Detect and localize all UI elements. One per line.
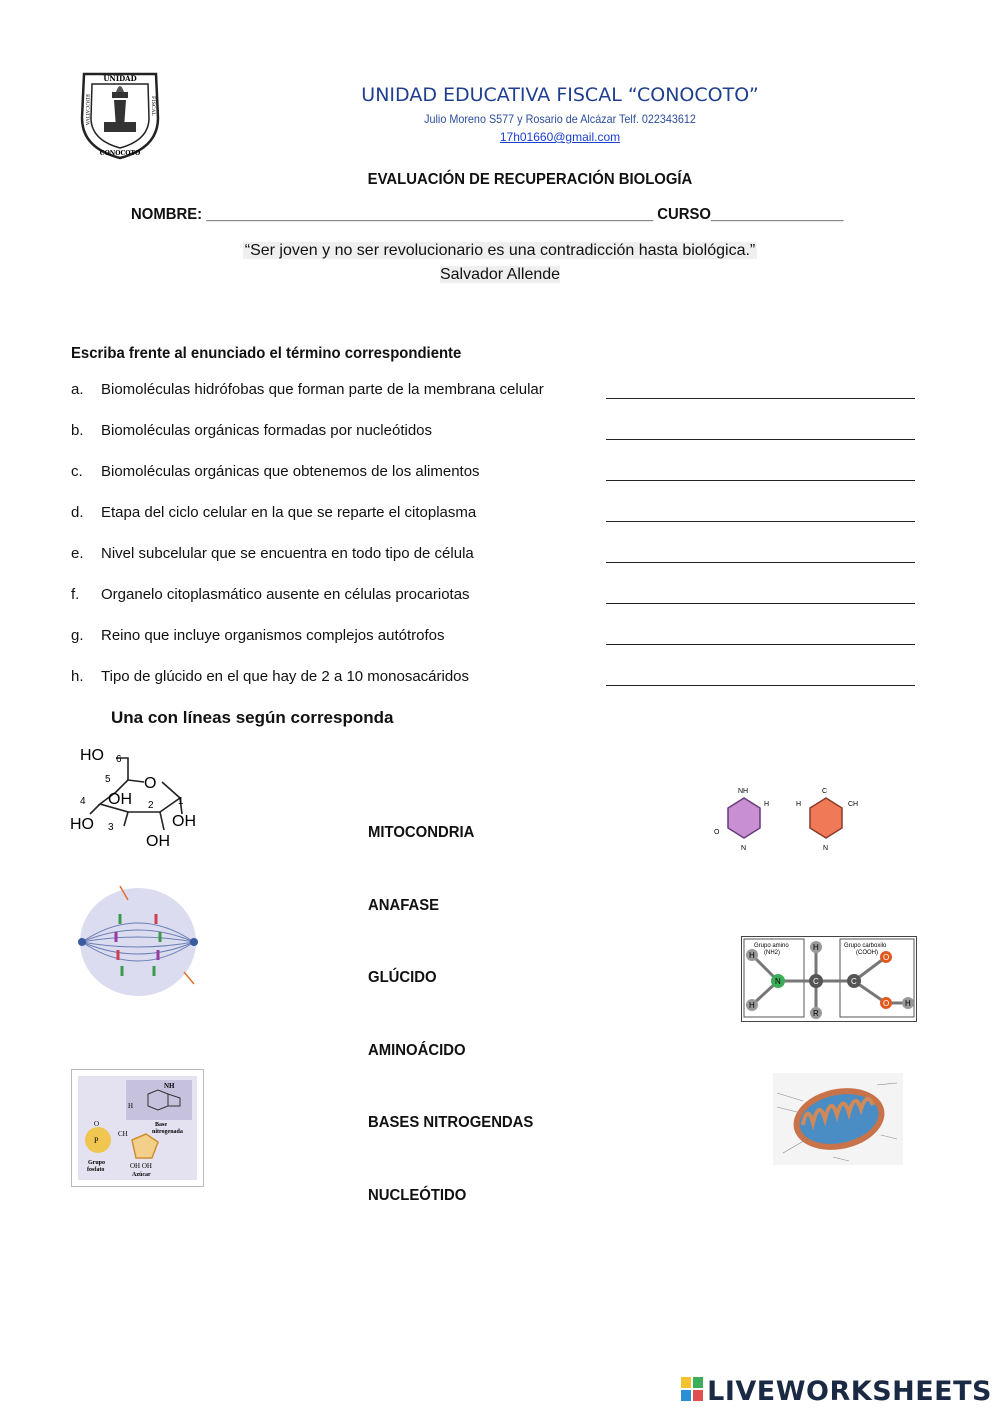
quote [200,242,800,260]
nuc-ohoh: OH OH [130,1162,152,1170]
glucose-o: O [144,775,157,792]
glucose-oh1: OH [172,813,196,830]
question-e [71,545,921,569]
glucose-ho3: HO [70,816,94,833]
term-glucido[interactable]: GLÚCIDO [368,969,437,986]
glucose-n3: 3 [108,822,114,833]
answer-blank[interactable] [606,603,915,604]
glucose-n1: 1 [178,796,184,807]
question-text: Reino que incluye organismos complejos autótrofos [101,627,445,644]
base-ch3: CH [848,801,859,808]
nuc-azucar: Azúcar [132,1172,151,1178]
email-line [260,130,860,144]
logo-bottom-text: CONOCOTO [99,150,141,157]
question-letter: c. [71,463,83,480]
answer-blank[interactable] [606,521,915,522]
amino-h2: H [749,1001,755,1010]
quote-text: “Ser joven y no ser revolucionario es una contradicción hasta biológica.” [244,242,756,259]
nuc-fosfato: fosfato [87,1167,105,1173]
term-aminoacido[interactable]: AMINOÁCIDO [368,1042,466,1059]
amino-h4: H [905,999,911,1008]
glucose-n5: 5 [105,774,111,785]
question-text: Biomoléculas orgánicas formadas por nucleótidos [101,422,433,439]
carboxyl-group-label: Grupo carboxilo [844,943,887,949]
school-address: Julio Moreno S577 y Rosario de Alcázar Telf. 022343612 [424,112,696,126]
amino-group-label: Grupo amino [754,943,789,949]
nuc-h: H [128,1102,134,1110]
amino-c2: C [851,977,857,986]
question-text: Biomoléculas orgánicas que obtenemos de los alimentos [101,463,480,480]
course-label: CURSO [657,206,711,223]
nuc-ch2: CH [118,1130,128,1138]
school-logo [76,66,164,160]
liveworksheets-logo-icon [681,1377,703,1406]
question-letter: g. [71,627,84,644]
section1-instruction: Escriba frente al enunciado el término correspondiente [71,345,462,362]
amino-r: R [813,1009,819,1018]
glucose-n2: 2 [148,800,154,811]
footer-brand [681,1376,992,1407]
base-h1: H [764,801,770,808]
quote-author-line [200,266,800,284]
base-o1: O [714,829,720,836]
glucose-n6: 6 [116,754,122,765]
answer-blank[interactable] [606,439,915,440]
question-text: Etapa del ciclo celular en la que se reparte el citoplasma [101,504,477,521]
question-d [71,504,921,528]
glucose-n4: 4 [80,796,86,807]
glucose-oh2: OH [146,833,170,850]
question-a [71,381,921,405]
question-text: Biomoléculas hidrófobas que forman parte de la membrana celular [101,381,544,398]
mitochondria-diagram[interactable] [773,1073,903,1165]
name-blank[interactable]: ______________________________________________________ [206,206,654,223]
question-g [71,627,921,651]
question-letter: a. [71,381,84,398]
base-n1: N [741,845,747,852]
name-label: NOMBRE: [131,206,203,223]
answer-blank[interactable] [606,398,915,399]
exam-title: EVALUACIÓN DE RECUPERACIÓN BIOLOGÍA [367,171,693,188]
footer-brand-text: LIVEWORKSHEETS [707,1376,992,1407]
answer-blank[interactable] [606,562,915,563]
email-link[interactable]: 17h01660@gmail.com [499,130,621,144]
question-letter: e. [71,545,84,562]
course-blank[interactable]: ________________ [710,206,844,223]
base-n2: N [823,845,829,852]
nuc-nitrogenada: nitrogenada [152,1129,183,1135]
amino-n: N [775,977,781,986]
base-nh2: NH [738,788,749,795]
question-letter: b. [71,422,84,439]
question-text: Nivel subcelular que se encuentra en todo tipo de célula [101,545,474,562]
glucose-ho6: HO [80,747,104,764]
question-f [71,586,921,610]
nuc-base: Base [155,1122,167,1128]
term-anafase[interactable]: ANAFASE [368,897,440,914]
term-nucleotido[interactable]: NUCLEÓTIDO [368,1187,467,1204]
nuc-p: P [94,1136,99,1145]
term-mitocondria[interactable]: MITOCONDRIA [368,824,475,841]
question-letter: f. [71,586,80,603]
question-h [71,668,921,692]
amino-o2: O [883,999,890,1008]
amino-o1: O [883,953,890,962]
glucose-diagram[interactable] [68,742,208,850]
question-text: Organelo citoplasmático ausente en células procariotas [101,586,470,603]
logo-top-text: UNIDAD [103,74,137,83]
answer-blank[interactable] [606,644,915,645]
term-bases-nitrogenadas[interactable]: BASES NITROGENDAS [368,1114,534,1131]
nucleotide-diagram[interactable] [71,1069,204,1187]
carboxyl-cooh: (COOH) [856,950,878,956]
question-c [71,463,921,487]
nuc-nh: NH [164,1082,175,1090]
question-text: Tipo de glúcido en el que hay de 2 a 10 monosacáridos [101,668,470,685]
nuc-grupo: Grupo [88,1160,106,1166]
amino-h1: H [749,951,755,960]
logo-left-text: EDUCATIVA [84,94,90,126]
school-name: UNIDAD EDUCATIVA FISCAL “CONOCOTO” [361,84,759,106]
quote-author: Salvador Allende [439,266,561,283]
amino-c1: C [813,977,819,986]
question-b [71,422,921,446]
answer-blank[interactable] [606,685,915,686]
base-h2: H [796,801,802,808]
question-letter: d. [71,504,84,521]
nuc-o: O [94,1120,100,1128]
amino-nh2: (NH2) [764,950,780,956]
base-c: C [822,788,828,795]
nitrogenous-bases-diagram[interactable] [702,784,872,856]
name-course-line [131,206,843,224]
glucose-oh4: OH [108,791,132,808]
section2-instruction: Una con líneas según corresponda [111,708,394,727]
anaphase-diagram[interactable] [76,884,202,1000]
answer-blank[interactable] [606,480,915,481]
logo-right-text: FISCAL [150,96,156,116]
amino-h3: H [813,943,819,952]
amino-acid-diagram[interactable] [741,936,917,1022]
question-letter: h. [71,668,84,685]
